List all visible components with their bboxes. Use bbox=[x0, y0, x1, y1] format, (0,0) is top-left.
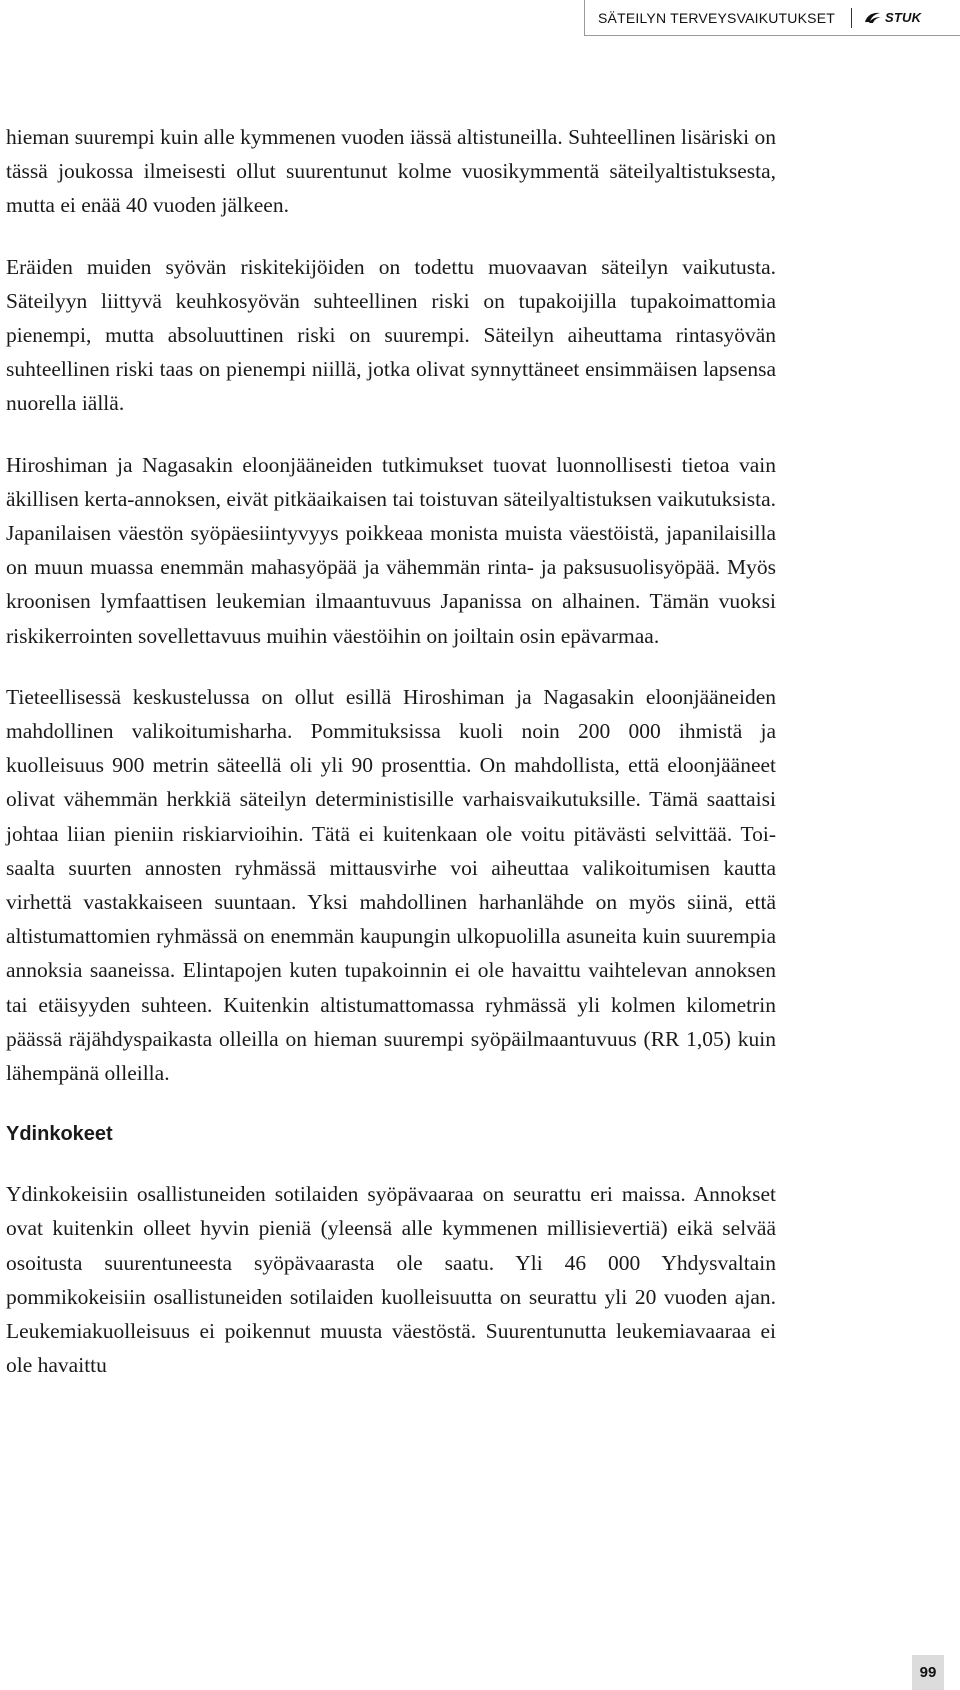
section-paragraph: Ydinkokeisiin osallistuneiden sotilaiden syöpävaaraa on seurattu eri maissa. Annokset ovat kuitenkin olleet hyvin pieniä (yleensä alle kymmenen millisievertiä) eikä selvää osoitusta suurentuneesta syöpävaarasta ole saatu. Yli 46 000 Yhdysvaltain pommikokeisiin osallistuneiden sotilaiden kuolleisuutta on seurattu yli 20 vuoden ajan. Leukemiakuolleisuus ei poikennut muusta väestöstä. Suurentunutta leukemiavaaraa ei ole havaittu bbox=[6, 1182, 776, 1378]
body-paragraph-4: Tieteellisessä keskustelussa on ollut esillä Hiroshiman ja Nagasakin eloonjääneiden mahdollinen valikoitumisharha. Pommituksissa kuoli noin 200 000 ihmistä ja kuolleisuus 900 metrin säteellä oli yli 90 prosenttia. On mahdollista, että eloonjääneet olivat vähemmän herkkiä säteilyn deterministisille varhaisvaikutuksille. Tämä saattaisi johtaa liian pieniin riskiarvioihin. Tätä ei kuitenkaan ole voitu pitävästi selvittää. Toisaalta suurten annosten ryhmässä mittausvirhe voi aiheuttaa valikoitumisen kautta virhettä vastakkaiseen suuntaan. Yksi mahdollinen harhanlähde on myös siinä, että altistumattomien ryhmässä on enemmän kaupungin ulkopuolilla asuneita kuin suurempia annoksia saaneissa. Elintapojen kuten tupakoinnin ei ole havaittu vaihtelevan annoksen tai etäisyyden suhteen. Kuitenkin altistumattomassa ryhmässä yli kolmen kilometrin päässä räjähdyspaikasta olleilla on hieman suurempi syöpäilmaantuvuus (RR 1,05) kuin lähempänä olleilla. bbox=[6, 684, 776, 1086]
section-heading: Ydinkokeet bbox=[6, 1123, 113, 1146]
page-number: 99 bbox=[912, 1655, 944, 1690]
body-paragraph-2: Eräiden muiden syövän riskitekijöiden on todettu muovaavan säteilyn vaikutusta. Säteilyyn liittyvä keuhkosyövän suhteellinen riski on tupakoijilla tupakoimattomia pienempi, mutta absoluuttinen riski on suurempi. Säteilyn aiheuttama rintasyövän suhteellinen riski taas on pienempi niillä, jotka olivat synnyttäneet ensimmäisen lapsensa nuorella iällä. bbox=[6, 254, 776, 416]
stuk-logo-text: STUK bbox=[885, 10, 922, 25]
body-paragraph-3: Hiroshiman ja Nagasakin eloonjääneiden tutkimukset tuovat luonnollisesti tietoa vain äkillisen kerta-annoksen, eivät pitkäaikaisen tai toistuvan säteilyaltistuksen vaikutuksista. Japanilaisen väestön syöpäesiintyvyys poikkeaa monista muista väestöistä, japanilaisilla on muun muassa enemmän mahasyöpää ja vähemmän rinta- ja paksusuolisyöpää. Myös kroonisen lymfaattisen leukemian ilmaantuvuus Japanissa on alhainen. Tämän vuoksi riskikerrointen sovellettavuus muihin väestöihin on joiltain osin epävarmaa. bbox=[6, 452, 776, 648]
stuk-logo bbox=[864, 10, 921, 25]
body-paragraph-1: hieman suurempi kuin alle kymmenen vuoden iässä altistuneilla. Suhteellinen lisäriski on tässä joukossa ilmeisesti ollut suurentunut kolme vuosikymmentä säteilyaltistuksesta, mutta ei enää 40 vuoden jälkeen. bbox=[6, 125, 776, 218]
page-body bbox=[6, 120, 776, 1410]
running-header bbox=[584, 0, 960, 36]
running-title: SÄTEILYN TERVEYSVAIKUTUKSET bbox=[598, 9, 835, 26]
header-divider bbox=[851, 8, 852, 28]
stuk-logo-icon bbox=[864, 11, 882, 25]
